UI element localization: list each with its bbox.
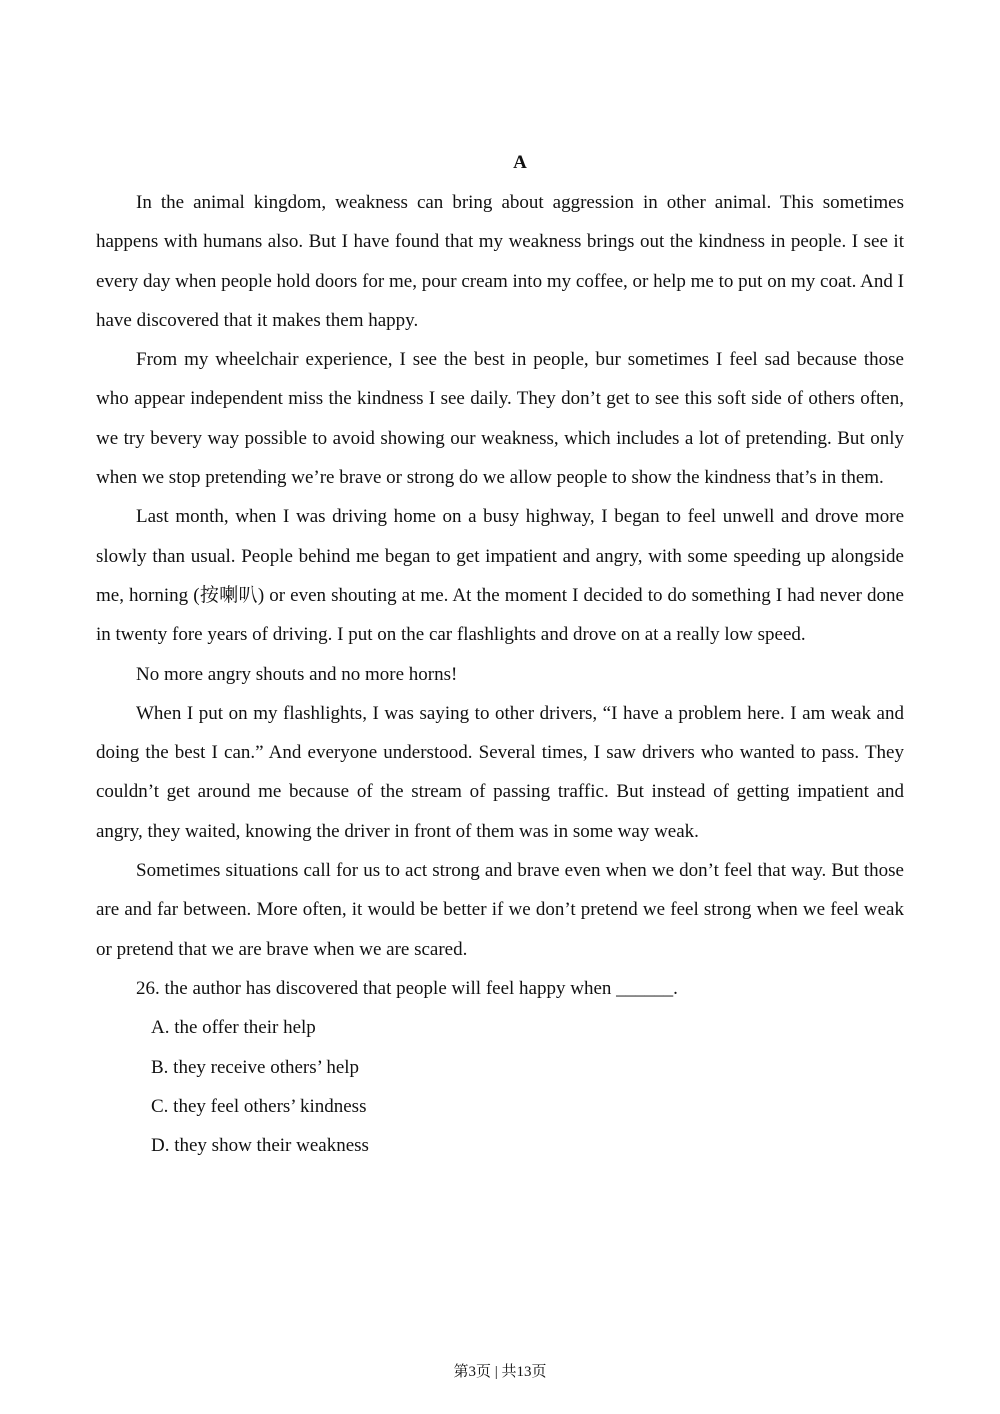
question-26-stem: 26. the author has discovered that people will feel happy when ______. bbox=[136, 977, 678, 999]
passage-paragraph-5: When I put on my flashlights, I was saying to other drivers, “I have a problem here. I am weak and doing the best I can.” And everyone understood. Several times, I saw drivers who wanted to pass. They couldn’t get around me because of the stream of passing traffic. But instead of getting impatient and angry, they waited, knowing the driver in front of them was in some way weak. bbox=[96, 702, 904, 842]
question-26-option-b: B. they receive others’ help bbox=[151, 1056, 360, 1078]
passage-paragraph-4: No more angry shouts and no more horns! bbox=[136, 663, 458, 685]
question-26-option-c: C. they feel others’ kindness bbox=[151, 1095, 367, 1117]
passage-paragraph-3: Last month, when I was driving home on a busy highway, I began to feel unwell and drove more slowly than usual. People behind me began to get impatient and angry, with some speeding up alongside me, horning (按喇叭) or even shouting at me. At the moment I decided to do something I had never done in twenty fore years of driving. I put on the car flashlights and drove on at a really low speed. bbox=[96, 506, 904, 646]
question-26-option-a: A. the offer their help bbox=[151, 1017, 316, 1039]
section-title: A bbox=[513, 152, 527, 173]
passage-paragraph-1: In the animal kingdom, weakness can bring about aggression in other animal. This sometimes happens with humans also. But I have found that my weakness brings out the kindness in people. I see it every day when people hold doors for me, pour cream into my coffee, or help me to put on my coat. And I have discovered that it makes them happy. bbox=[96, 192, 904, 331]
reading-passage bbox=[96, 183, 904, 1165]
passage-paragraph-2: From my wheelchair experience, I see the best in people, bur sometimes I feel sad because those who appear independent miss the kindness I see daily. They don’t get to see this soft side of others often, we try bevery way possible to avoid showing our weakness, which includes a lot of pretending. But only when we stop pretending we’re brave or strong do we allow people to show the kindness that’s in them. bbox=[96, 349, 904, 489]
question-26-option-d: D. they show their weakness bbox=[151, 1135, 369, 1157]
page-footer: 第3页 | 共13页 bbox=[453, 1364, 547, 1380]
passage-paragraph-6: Sometimes situations call for us to act strong and brave even when we don’t feel that way. But those are and far between. More often, it would be better if we don’t pretend we feel strong when we feel weak or pretend that we are brave when we are scared. bbox=[96, 860, 904, 960]
